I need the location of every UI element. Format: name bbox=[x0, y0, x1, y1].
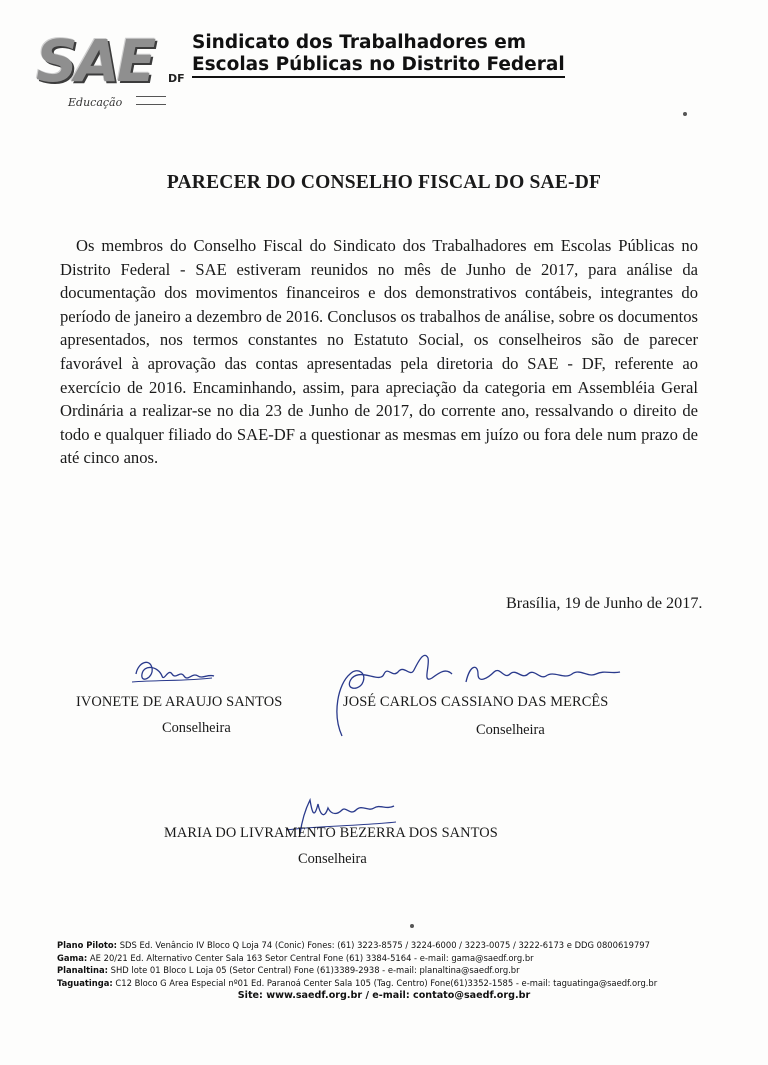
footer-line: Taguatinga: C12 Bloco G Area Especial nº01 Ed. Paranoá Center Sala 105 (Tag. Centro) Fone(61)3352-1585 - e-mail: taguatinga@saedf.org.br bbox=[57, 977, 658, 988]
document-title: PARECER DO CONSELHO FISCAL DO SAE-DF bbox=[166, 172, 602, 193]
logo-wordmark: SAE bbox=[36, 27, 154, 95]
signer-3-role: Conselheira bbox=[298, 851, 367, 867]
footer-addresses bbox=[57, 939, 658, 989]
scan-speck bbox=[410, 924, 414, 928]
footer-line: Planaltina: SHD lote 01 Bloco L Loja 05 (Setor Central) Fone (61)3389-2938 - e-mail: planaltina@saedf.org.br bbox=[57, 965, 520, 976]
document-date: Brasília, 19 de Junho de 2017. bbox=[506, 594, 703, 612]
footer-site: Site: www.saedf.org.br / e-mail: contato@saedf.org.br bbox=[237, 990, 531, 1001]
signer-1-role: Conselheira bbox=[162, 720, 231, 736]
sae-logo bbox=[36, 26, 186, 122]
signer-2-name: JOSÉ CARLOS CASSIANO DAS MERCÊS bbox=[343, 694, 609, 710]
letterhead-title-line2: Escolas Públicas no Distrito Federal bbox=[192, 54, 565, 78]
scan-speck bbox=[683, 112, 687, 116]
footer-line: Gama: AE 20/21 Ed. Alternativo Center Sala 163 Setor Central Fone (61) 3384-5164 - e-mail: gama@saedf.org.br bbox=[57, 952, 534, 963]
letterhead-title bbox=[192, 32, 565, 78]
logo-stripe bbox=[136, 96, 166, 105]
signer-1-name: IVONETE DE ARAUJO SANTOS bbox=[76, 694, 283, 710]
logo-suffix: DF bbox=[168, 72, 185, 85]
signer-3-name: MARIA DO LIVRAMENTO BEZERRA DOS SANTOS bbox=[164, 825, 498, 841]
signer-2-role: Conselheira bbox=[476, 722, 545, 738]
logo-tagline: Educação bbox=[68, 96, 123, 109]
footer-line: Plano Piloto: SDS Ed. Venâncio IV Bloco Q Loja 74 (Conic) Fones: (61) 3223-8575 / 3224-6000 / 3223-0075 / 3222-6173 e DDG 0800619797 bbox=[57, 940, 650, 950]
document-body: Os membros do Conselho Fiscal do Sindicato dos Trabalhadores em Escolas Públicas no Distrito Federal - SAE estiveram reunidos no mês de Junho de 2017, para análise da documentação dos movimentos financeiros e dos demonstrativos contábeis, integrantes do período de janeiro a dezembro de 2016. Conclusos os trabalhos de análise, sobre os documentos apresentados, nos termos constantes no Estatuto Social, os conselheiros são de parecer favorável à aprovação das contas apresentadas pela diretoria do SAE - DF, referente ao exercício de 2016. Encaminhando, assim, para apreciação da categoria em Assembléia Geral Ordinária a realizar-se no dia 23 de Junho de 2017, do corrente ano, ressalvando o direito de todo e qualquer filiado do SAE-DF a questionar as mesmas em juízo ou fora dele num prazo de até cinco anos. bbox=[60, 236, 698, 468]
letterhead-title-line1: Sindicato dos Trabalhadores em bbox=[192, 32, 527, 53]
signature-ivonete bbox=[128, 654, 218, 694]
